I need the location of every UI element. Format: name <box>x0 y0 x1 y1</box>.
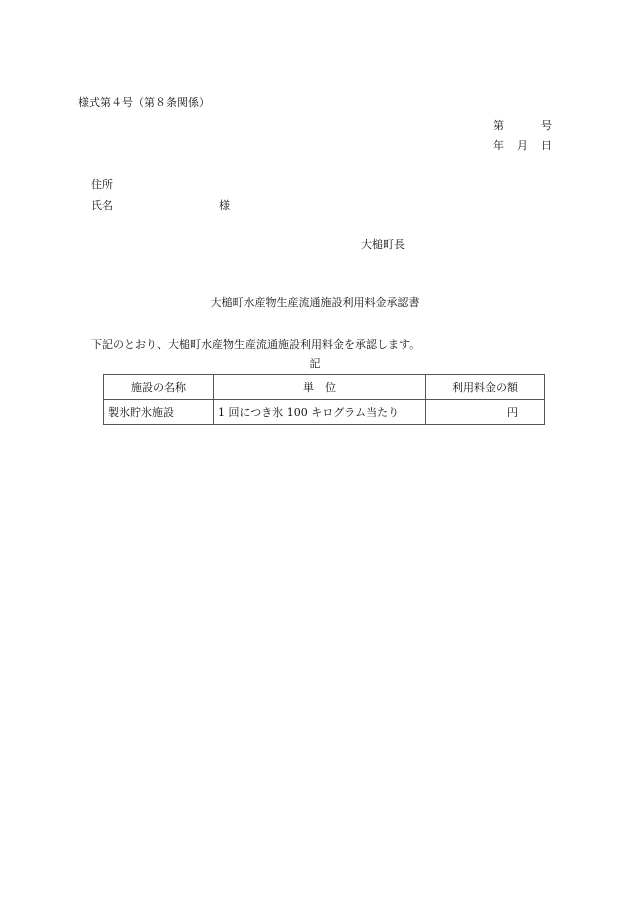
table-row <box>104 400 545 425</box>
header-facility-name: 施設の名称 <box>104 375 214 400</box>
document-title: 大槌町水産物生産流通施設利用料金承認書 <box>210 296 420 309</box>
ki-label: 記 <box>309 357 321 370</box>
issuer-name: 大槌町長 <box>361 238 405 251</box>
form-number: 様式第４号（第８条関係） <box>78 96 210 109</box>
table-header-row <box>104 375 545 400</box>
address-label: 住所 <box>91 178 113 191</box>
date-day-label: 日 <box>541 139 552 152</box>
date-year-label: 年 <box>493 139 504 152</box>
body-text: 下記のとおり、大槌町水産物生産流通施設利用料金を承認します。 <box>91 338 421 351</box>
name-label: 氏名 <box>91 199 113 212</box>
cell-facility-name: 製氷貯氷施設 <box>104 400 214 425</box>
header-unit: 単 位 <box>214 375 426 400</box>
date-month-label: 月 <box>517 139 528 152</box>
doc-number-suffix: 号 <box>541 119 552 132</box>
cell-unit: 1 回につき氷 100 キログラム当たり <box>214 400 426 425</box>
honorific: 様 <box>219 199 230 212</box>
cell-fee-amount: 円 <box>426 400 545 425</box>
fee-table <box>103 374 545 425</box>
header-fee-amount: 利用料金の額 <box>426 375 545 400</box>
doc-number-label: 第 <box>493 119 504 132</box>
